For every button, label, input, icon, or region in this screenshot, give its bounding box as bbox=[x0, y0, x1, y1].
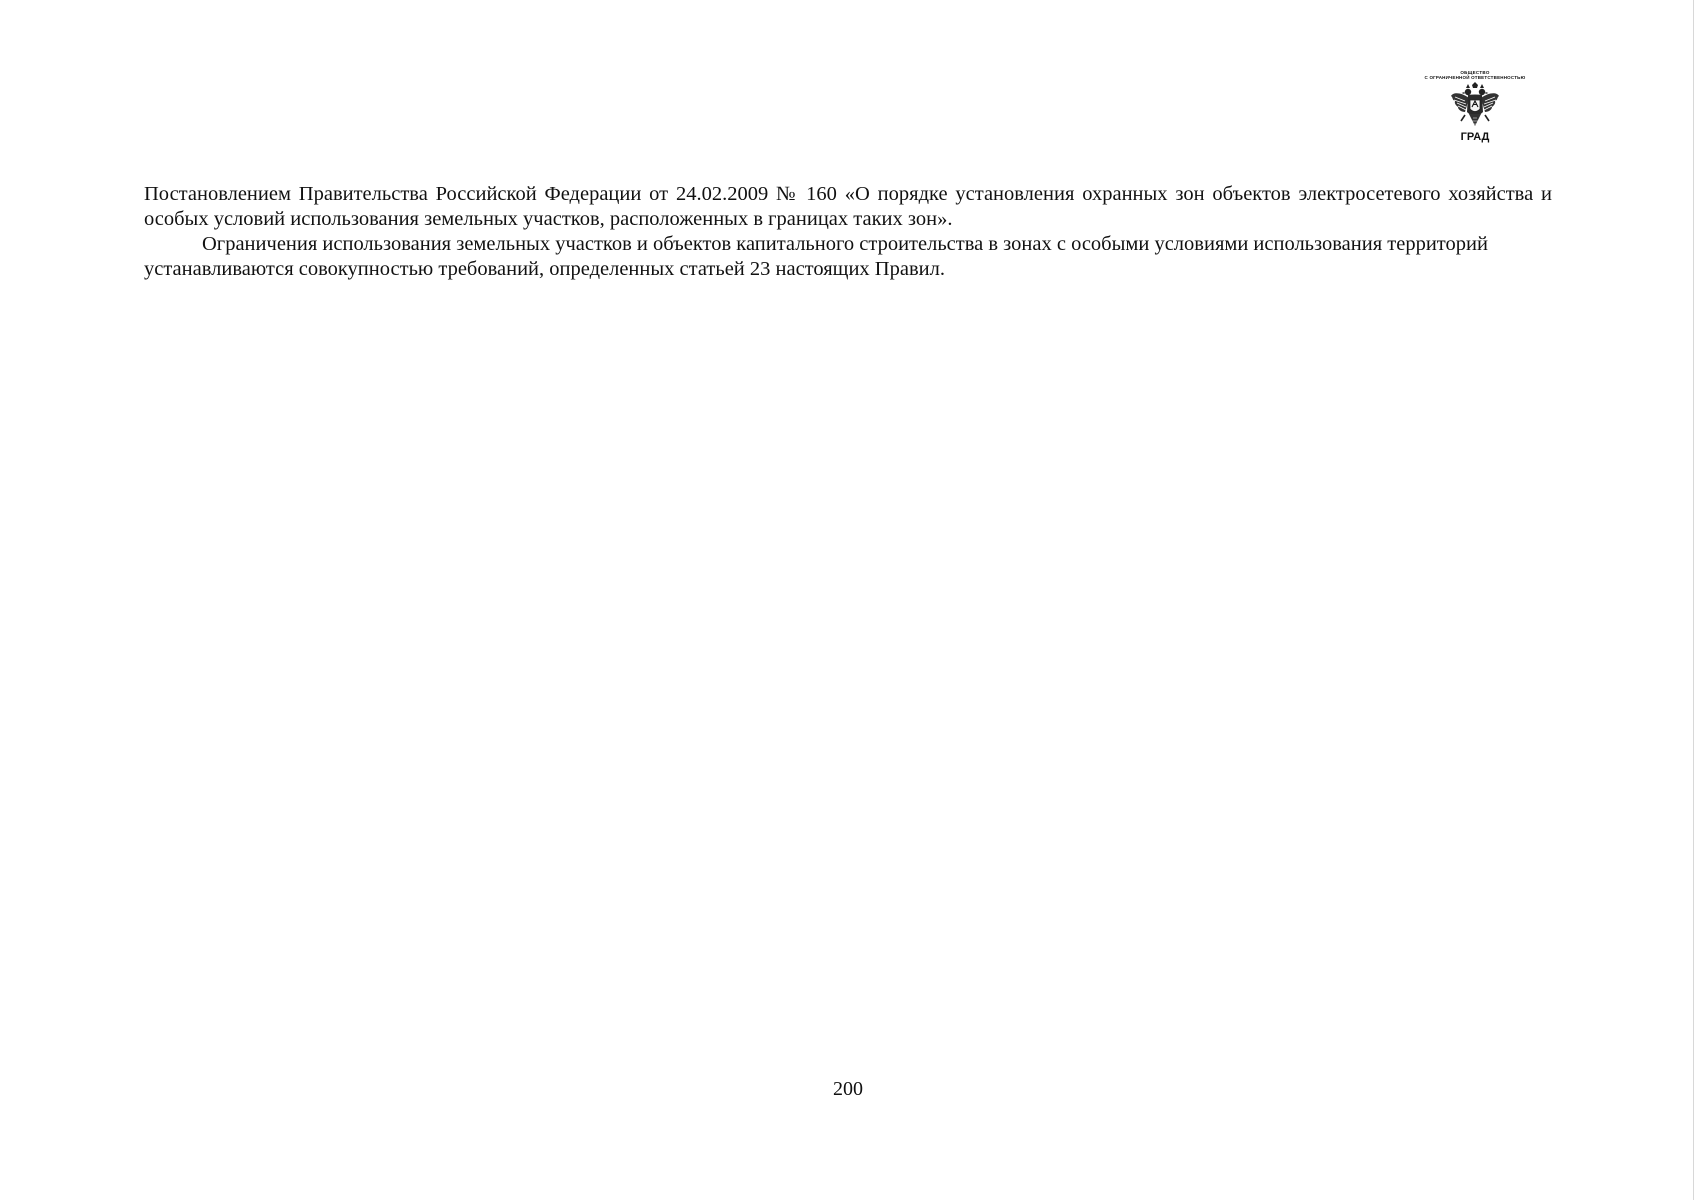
logo-line-2: С ОГРАНИЧЕННОЙ ОТВЕТСТВЕННОСТЬЮ bbox=[1424, 75, 1526, 80]
logo-line-1: ОБЩЕСТВО bbox=[1460, 70, 1490, 75]
double-headed-eagle-icon bbox=[1449, 82, 1501, 132]
company-logo bbox=[1390, 70, 1560, 152]
logo-company-name: ГРАД bbox=[1460, 131, 1490, 143]
paragraph-2: Ограничения использования земельных участков и объектов капитального строительства в зонах с особыми условиями использования территорий устанавливаются совокупностью требований, определенных статьей 23 настоящих Правил. bbox=[144, 233, 1488, 280]
page-edge-divider bbox=[1693, 0, 1694, 1200]
page-number: 200 bbox=[833, 1078, 863, 1100]
paragraph-1: Постановлением Правительства Российской Федерации от 24.02.2009 № 160 «О порядке установления охранных зон объектов электросетевого хозяйства и особых условий использования земельных участков, расположенных в границах таких зон». bbox=[144, 183, 1552, 230]
document-body-text bbox=[144, 182, 1552, 282]
